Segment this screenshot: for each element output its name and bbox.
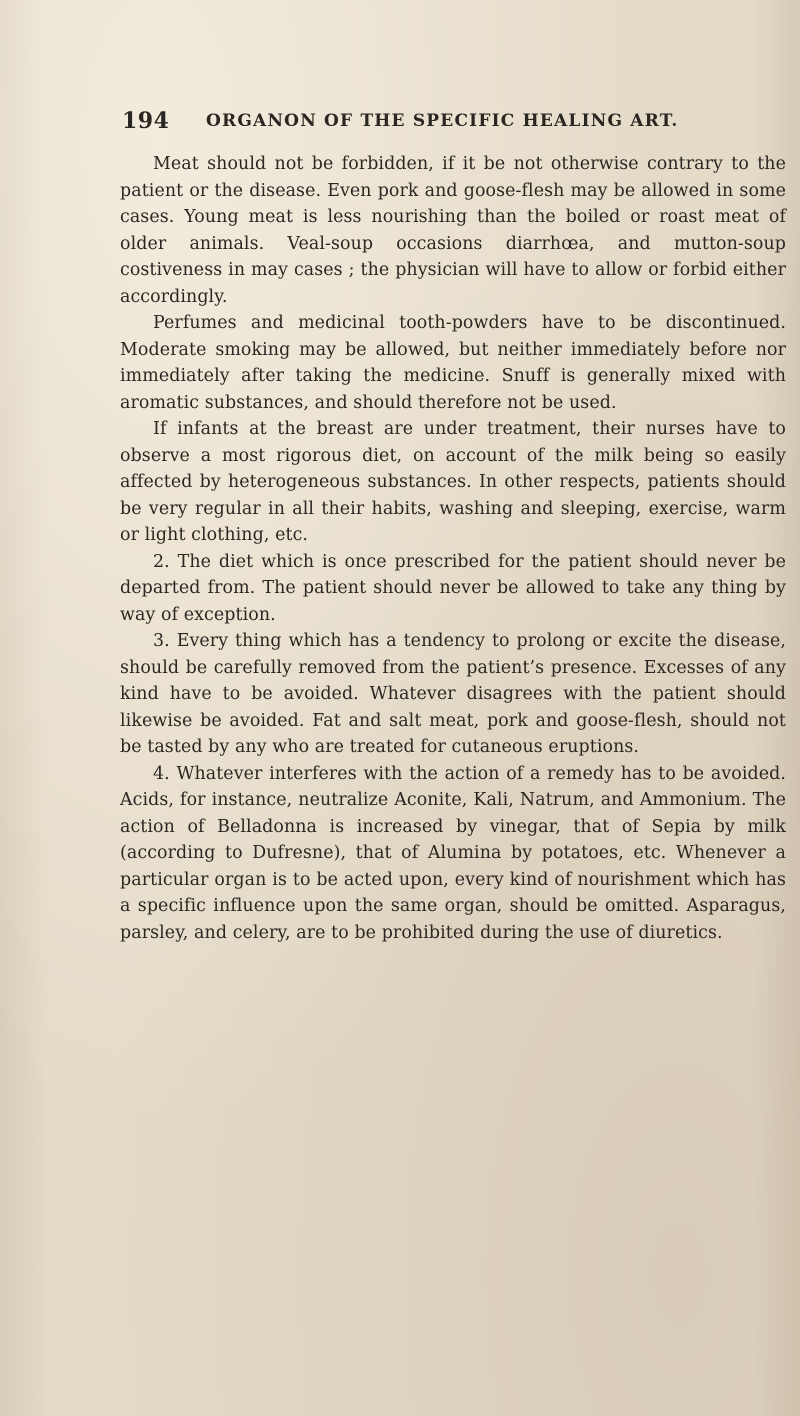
paragraph-rule-3: 3. Every thing which has a tendency to prolong or excite the disease, should be carefully removed from the patient’s presence. Excesses of any kind have to be avoided. Whatever disagrees with the patient should likewise be avoided. Fat and salt meat, pork and goose-flesh, should not be tasted by any who are treated for cutaneous eruptions. bbox=[120, 631, 786, 757]
running-title: ORGANON OF THE SPECIFIC HEALING ART. bbox=[206, 111, 679, 131]
paragraph-perfumes: Perfumes and medicinal tooth-powders have to be discontinued. Moderate smoking may be allowed, but neither immediately before nor immediately after taking the medicine. Snuff is generally mixed with aromatic substances, and should therefore not be used. bbox=[120, 313, 786, 413]
paragraph-meat-diet: Meat should not be forbidden, if it be not otherwise contrary to the patient or the disease. Even pork and goose-flesh may be allowed in some cases. Young meat is less nourishing than the boiled or roast meat of older animals. Veal-soup occasions diarrhœa, and mutton-soup costiveness in may cases ; the physician will have to allow or forbid either accordingly. bbox=[120, 154, 786, 307]
page-number: 194 bbox=[122, 108, 170, 134]
paragraph-infants: If infants at the breast are under treatment, their nurses have to observe a most rigorous diet, on account of the milk being so easily affected by heterogeneous substances. In other respects, patients should be very regular in all their habits, washing and sleeping, exercise, warm or light clothing, etc. bbox=[120, 419, 786, 545]
body-text bbox=[120, 151, 786, 946]
paragraph-rule-4: 4. Whatever interferes with the action of a remedy has to be avoided. Acids, for instance, neutralize Aconite, Kali, Natrum, and Ammonium. The action of Belladonna is increased by vinegar, that of Sepia by milk (according to Dufresne), that of Alumina by potatoes, etc. Whenever a particular organ is to be acted upon, every kind of nourishment which has a specific influence upon the same organ, should be omitted. Asparagus, parsley, and celery, are to be prohibited during the use of diuretics. bbox=[120, 763, 786, 943]
running-head bbox=[122, 108, 782, 142]
paragraph-rule-2: 2. The diet which is once prescribed for the patient should never be departed from. The patient should never be allowed to take any thing by way of exception. bbox=[120, 551, 786, 625]
